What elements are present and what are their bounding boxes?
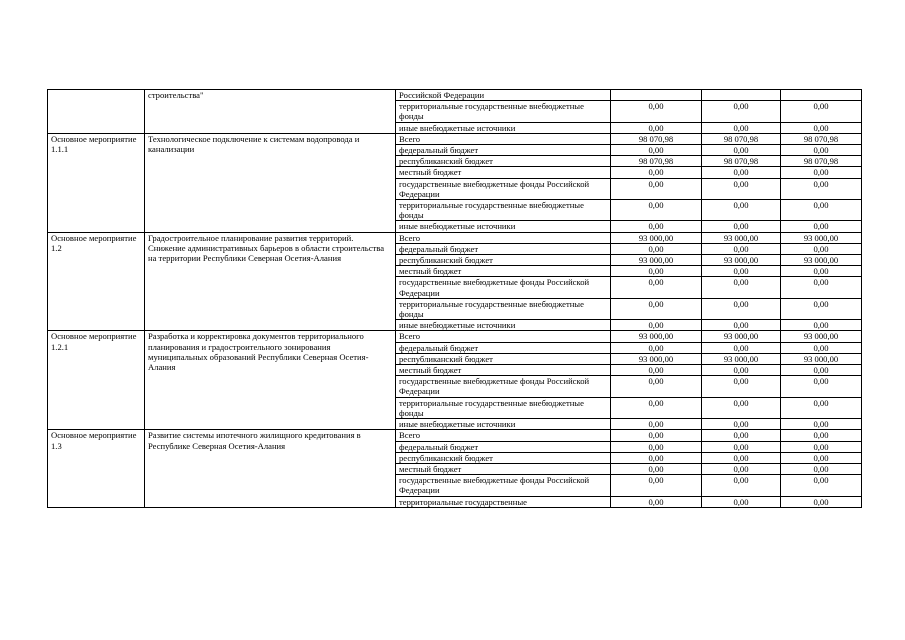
amount-cell: 0,00: [611, 376, 702, 397]
funding-source-cell: местный бюджет: [396, 463, 611, 474]
amount-cell: 0,00: [702, 122, 781, 133]
amount-cell: 0,00: [702, 266, 781, 277]
amount-cell: 0,00: [611, 122, 702, 133]
amount-cell: 0,00: [781, 277, 862, 298]
funding-source-cell: иные внебюджетные источники: [396, 419, 611, 430]
activity-title-cell: строительства": [145, 90, 396, 134]
amount-cell: 93 000,00: [781, 232, 862, 243]
amount-cell: 0,00: [611, 496, 702, 507]
funding-table: [47, 89, 862, 508]
amount-cell: 93 000,00: [611, 331, 702, 342]
amount-cell: 0,00: [781, 167, 862, 178]
amount-cell: 0,00: [611, 320, 702, 331]
funding-source-cell: территориальные государственные внебюджетные фонды: [396, 298, 611, 319]
funding-source-cell: территориальные государственные: [396, 496, 611, 507]
amount-cell: 0,00: [702, 397, 781, 418]
amount-cell: 0,00: [702, 320, 781, 331]
amount-cell: 0,00: [702, 221, 781, 232]
amount-cell: 0,00: [611, 452, 702, 463]
amount-cell: 93 000,00: [611, 255, 702, 266]
amount-cell: 93 000,00: [702, 331, 781, 342]
amount-cell: 0,00: [611, 397, 702, 418]
amount-cell: 0,00: [781, 221, 862, 232]
amount-cell: 93 000,00: [702, 232, 781, 243]
amount-cell: [702, 90, 781, 101]
amount-cell: 0,00: [611, 167, 702, 178]
funding-source-cell: федеральный бюджет: [396, 441, 611, 452]
amount-cell: 93 000,00: [781, 331, 862, 342]
amount-cell: 0,00: [781, 441, 862, 452]
amount-cell: 98 070,98: [611, 133, 702, 144]
funding-source-cell: республиканский бюджет: [396, 255, 611, 266]
funding-source-cell: федеральный бюджет: [396, 243, 611, 254]
amount-cell: 0,00: [781, 101, 862, 122]
funding-source-cell: Всего: [396, 430, 611, 441]
amount-cell: 0,00: [781, 298, 862, 319]
amount-cell: 0,00: [702, 145, 781, 156]
amount-cell: 0,00: [611, 277, 702, 298]
funding-source-cell: федеральный бюджет: [396, 145, 611, 156]
funding-source-cell: государственные внебюджетные фонды Российской Федерации: [396, 178, 611, 199]
funding-source-cell: иные внебюджетные источники: [396, 122, 611, 133]
amount-cell: 93 000,00: [702, 255, 781, 266]
amount-cell: 93 000,00: [702, 353, 781, 364]
table-row: [48, 90, 862, 101]
funding-table-body: [48, 90, 862, 508]
funding-source-cell: местный бюджет: [396, 167, 611, 178]
amount-cell: 0,00: [781, 200, 862, 221]
funding-source-cell: федеральный бюджет: [396, 342, 611, 353]
amount-cell: 0,00: [702, 342, 781, 353]
activity-title-cell: Разработка и корректировка документов территориального планирования и градостроительного зонирования муниципальных образований Республики Северная Осетия-Алания: [145, 331, 396, 430]
activity-code-cell: Основное мероприятие 1.2: [48, 232, 145, 331]
amount-cell: 0,00: [702, 178, 781, 199]
amount-cell: 0,00: [702, 200, 781, 221]
amount-cell: 0,00: [702, 365, 781, 376]
amount-cell: 0,00: [611, 365, 702, 376]
amount-cell: 0,00: [611, 463, 702, 474]
funding-source-cell: Российской Федерации: [396, 90, 611, 101]
amount-cell: 98 070,98: [781, 133, 862, 144]
amount-cell: 0,00: [702, 419, 781, 430]
amount-cell: 0,00: [702, 441, 781, 452]
amount-cell: 0,00: [702, 430, 781, 441]
funding-source-cell: Всего: [396, 133, 611, 144]
amount-cell: 0,00: [702, 463, 781, 474]
funding-source-cell: иные внебюджетные источники: [396, 320, 611, 331]
amount-cell: [781, 90, 862, 101]
amount-cell: 0,00: [781, 320, 862, 331]
amount-cell: 93 000,00: [781, 353, 862, 364]
table-row: [48, 331, 862, 342]
amount-cell: 0,00: [781, 342, 862, 353]
amount-cell: 0,00: [781, 145, 862, 156]
activity-code-cell: Основное мероприятие 1.2.1: [48, 331, 145, 430]
amount-cell: 0,00: [611, 430, 702, 441]
amount-cell: 0,00: [781, 122, 862, 133]
amount-cell: 0,00: [611, 243, 702, 254]
amount-cell: 0,00: [611, 342, 702, 353]
activity-title-cell: Развитие системы ипотечного жилищного кредитования в Республике Северная Осетия-Алания: [145, 430, 396, 507]
funding-source-cell: территориальные государственные внебюджетные фонды: [396, 397, 611, 418]
activity-title-cell: Технологическое подключение к системам водопровода и канализации: [145, 133, 396, 232]
amount-cell: 0,00: [611, 419, 702, 430]
amount-cell: 93 000,00: [781, 255, 862, 266]
amount-cell: 98 070,98: [781, 156, 862, 167]
amount-cell: 0,00: [702, 243, 781, 254]
activity-code-cell: [48, 90, 145, 134]
funding-source-cell: государственные внебюджетные фонды Российской Федерации: [396, 277, 611, 298]
amount-cell: 0,00: [702, 376, 781, 397]
funding-source-cell: Всего: [396, 232, 611, 243]
amount-cell: 0,00: [611, 145, 702, 156]
table-row: [48, 133, 862, 144]
amount-cell: 0,00: [611, 266, 702, 277]
amount-cell: 0,00: [611, 200, 702, 221]
amount-cell: 93 000,00: [611, 353, 702, 364]
amount-cell: 0,00: [702, 298, 781, 319]
activity-code-cell: Основное мероприятие 1.3: [48, 430, 145, 507]
amount-cell: 0,00: [781, 496, 862, 507]
activity-code-cell: Основное мероприятие 1.1.1: [48, 133, 145, 232]
amount-cell: [611, 90, 702, 101]
amount-cell: 0,00: [781, 419, 862, 430]
amount-cell: 93 000,00: [611, 232, 702, 243]
funding-source-cell: государственные внебюджетные фонды Российской Федерации: [396, 376, 611, 397]
amount-cell: 0,00: [611, 475, 702, 496]
amount-cell: 98 070,98: [702, 156, 781, 167]
funding-source-cell: территориальные государственные внебюджетные фонды: [396, 200, 611, 221]
table-row: [48, 232, 862, 243]
amount-cell: 0,00: [781, 397, 862, 418]
amount-cell: 0,00: [781, 463, 862, 474]
funding-source-cell: республиканский бюджет: [396, 353, 611, 364]
funding-source-cell: иные внебюджетные источники: [396, 221, 611, 232]
amount-cell: 0,00: [702, 277, 781, 298]
amount-cell: 0,00: [781, 376, 862, 397]
amount-cell: 0,00: [781, 365, 862, 376]
funding-source-cell: республиканский бюджет: [396, 452, 611, 463]
amount-cell: 0,00: [781, 430, 862, 441]
funding-source-cell: государственные внебюджетные фонды Российской Федерации: [396, 475, 611, 496]
amount-cell: 0,00: [781, 178, 862, 199]
amount-cell: 0,00: [781, 266, 862, 277]
funding-source-cell: Всего: [396, 331, 611, 342]
amount-cell: 0,00: [611, 178, 702, 199]
funding-source-cell: местный бюджет: [396, 365, 611, 376]
amount-cell: 98 070,98: [611, 156, 702, 167]
amount-cell: 98 070,98: [702, 133, 781, 144]
amount-cell: 0,00: [781, 475, 862, 496]
amount-cell: 0,00: [702, 452, 781, 463]
funding-source-cell: республиканский бюджет: [396, 156, 611, 167]
amount-cell: 0,00: [702, 167, 781, 178]
amount-cell: 0,00: [781, 243, 862, 254]
amount-cell: 0,00: [611, 221, 702, 232]
amount-cell: 0,00: [702, 496, 781, 507]
amount-cell: 0,00: [781, 452, 862, 463]
funding-source-cell: территориальные государственные внебюджетные фонды: [396, 101, 611, 122]
amount-cell: 0,00: [611, 298, 702, 319]
amount-cell: 0,00: [702, 475, 781, 496]
amount-cell: 0,00: [611, 441, 702, 452]
activity-title-cell: Градостроительное планирование развития территорий. Снижение административных барьеров в области строительства на территории Республики Северная Осетия-Алания: [145, 232, 396, 331]
amount-cell: 0,00: [702, 101, 781, 122]
funding-source-cell: местный бюджет: [396, 266, 611, 277]
amount-cell: 0,00: [611, 101, 702, 122]
table-row: [48, 430, 862, 441]
